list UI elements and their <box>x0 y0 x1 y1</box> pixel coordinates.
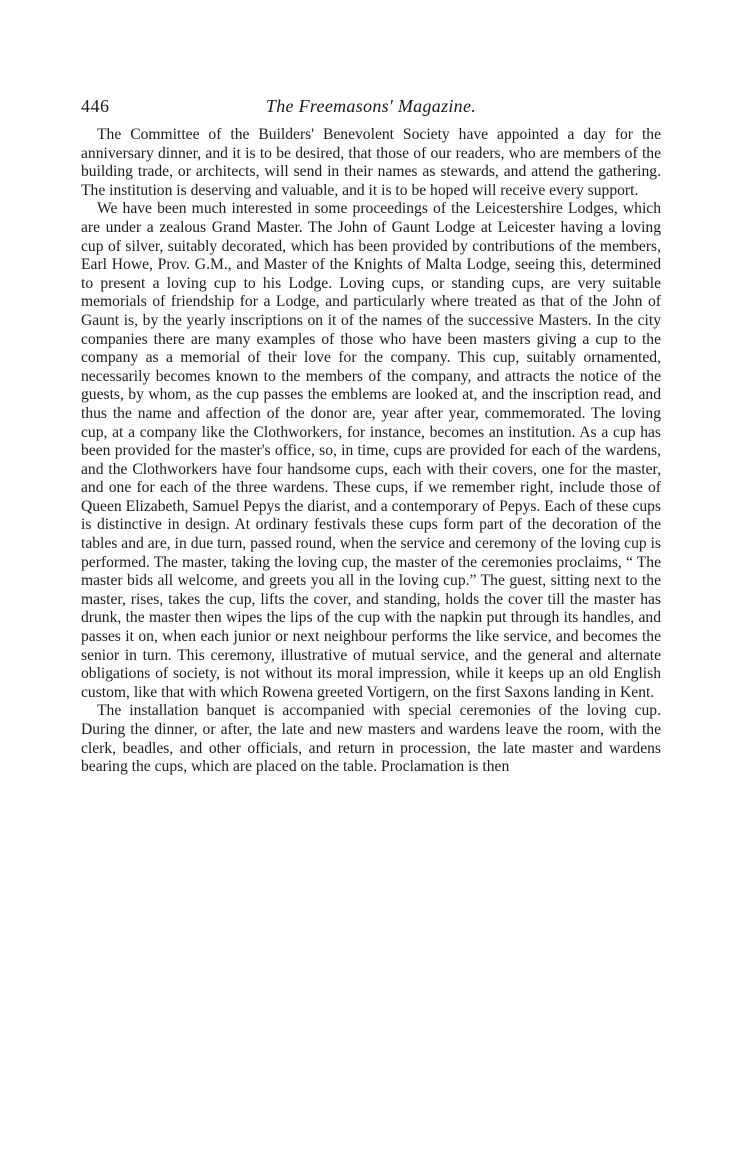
paragraph-builders-society: The Committee of the Builders' Benevolent Society have appointed a day for the anniversary dinner, and it is to be desired, that those of our readers, who are members of the building trade, or architects, will send in their names as stewards, and attend the gathering. The institution is deserving and valuable, and it is to be hoped will receive every support. <box>81 126 661 199</box>
page-number: 446 <box>81 96 110 116</box>
paragraph-loving-cups: We have been much interested in some proceedings of the Leicestershire Lodges, which are under a zealous Grand Master. The John of Gaunt Lodge at Leicester having a loving cup of silver, suitably decorated, which has been provided by contributions of the members, Earl Howe, Prov. G.M., and Master of the Knights of Malta Lodge, seeing this, determined to present a loving cup to his Lodge. Loving cups, or standing cups, are very suitable memorials of friendship for a Lodge, and particularly where treated as that of the John of Gaunt is, by the yearly inscriptions on it of the names of the successive Masters. In the city companies there are many examples of those who have been masters giving a cup to the company as a memorial of their love for the company. This cup, suitably ornamented, necessarily becomes known to the members of the company, and attracts the notice of the guests, by whom, as the cup passes the emblems are looked at, and the inscription read, and thus the name and affection of the donor are, year after year, commemorated. The loving cup, at a company like the Clothworkers, for instance, becomes an institution. As a cup has been provided for the master's office, so, in time, cups are provided for each of the wardens, and the Clothworkers have four handsome cups, each with their covers, one for the master, and one for each of the three wardens. These cups, if we remember right, include those of Queen Elizabeth, Samuel Pepys the diarist, and a contemporary of Pepys. Each of these cups is distinctive in design. At ordinary festivals these cups form part of the decoration of the tables and are, in due turn, passed round, when the service and ceremony of the loving cup is performed. The master, taking the loving cup, the master of the ceremonies proclaims, “ The master bids all welcome, and greets you all in the loving cup.” The guest, sitting next to the master, rises, takes the cup, lifts the cover, and standing, holds the cover till the master has drunk, the master then wipes the lips of the cup with the napkin put through its handles, and passes it on, when each junior or next neighbour performs the like service, and becomes the senior in turn. This ceremony, illustrative of mutual service, and the general and alternate obligations of society, is not without its moral impression, while it keeps up an old English custom, like that with which Rowena greeted Vortigern, on the first Saxons landing in Kent. <box>81 200 661 701</box>
paragraph-installation-banquet: The installation banquet is accompanied with special ceremonies of the loving cup. During the dinner, or after, the late and new masters and wardens leave the room, with the clerk, beadles, and other officials, and return in procession, the late master and wardens bearing the cups, which are placed on the table. Proclamation is then <box>81 702 661 776</box>
magazine-title: The Freemasons' Magazine. <box>265 96 477 116</box>
running-head <box>81 96 661 122</box>
magazine-page <box>81 96 661 777</box>
article-body <box>81 126 661 777</box>
